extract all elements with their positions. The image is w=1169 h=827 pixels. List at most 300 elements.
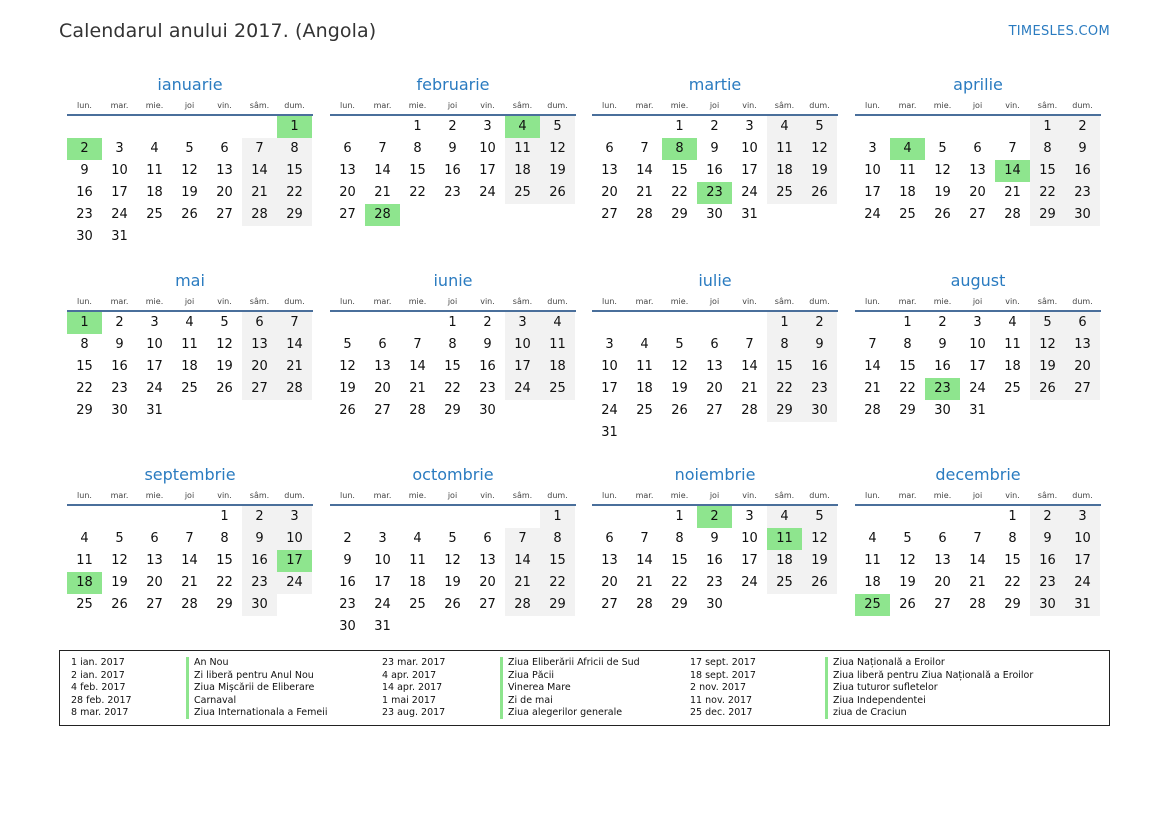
day-cell: 11: [1004, 337, 1021, 352]
empty-day-cell: [435, 616, 470, 638]
day-cell: 24: [741, 575, 758, 590]
week-row: [330, 160, 576, 182]
weekday-label: lun.: [340, 297, 355, 306]
week-row: [592, 528, 838, 550]
empty-day-cell: [1030, 400, 1065, 422]
empty-day-cell: [995, 400, 1030, 422]
day-cell: 1: [1030, 116, 1065, 138]
weekday-label: vin.: [742, 491, 757, 500]
day-cell: 6: [343, 141, 352, 156]
day-cell: 10: [741, 531, 758, 546]
day-cell: 18: [505, 160, 540, 182]
day-cell: 26: [111, 597, 128, 612]
week-row: [592, 506, 838, 528]
day-cell: 6: [378, 337, 387, 352]
day-cell: 5: [540, 116, 575, 138]
day-cell: 24: [111, 207, 128, 222]
day-cell: 11: [899, 163, 916, 178]
day-cell: 19: [181, 185, 198, 200]
legend-date: 4 feb. 2017: [71, 682, 126, 693]
site-link[interactable]: TIMESLES.COM: [1008, 24, 1110, 39]
empty-day-cell: [925, 506, 960, 528]
weekday-label: mie.: [670, 297, 689, 306]
day-cell: 3: [745, 119, 754, 134]
empty-day-cell: [802, 594, 837, 616]
empty-day-cell: [732, 594, 767, 616]
weekday-label: lun.: [865, 297, 880, 306]
month-name: aprilie: [953, 75, 1003, 94]
day-cell: 18: [864, 575, 881, 590]
empty-day-cell: [732, 422, 767, 444]
empty-day-cell: [505, 400, 540, 422]
weekday-label: joi: [184, 491, 195, 500]
week-row: [855, 116, 1101, 138]
day-cell: 12: [671, 359, 688, 374]
day-cell: 22: [409, 185, 426, 200]
weekday-label: mar.: [898, 491, 917, 500]
day-cell: 17: [374, 575, 391, 590]
month-name: ianuarie: [157, 75, 223, 94]
day-cell: 29: [76, 403, 93, 418]
day-cell: 4: [640, 337, 649, 352]
day-cell: 6: [220, 141, 229, 156]
day-cell: 13: [601, 553, 618, 568]
day-cell: 7: [1008, 141, 1017, 156]
day-cell: 13: [146, 553, 163, 568]
empty-day-cell: [242, 226, 277, 248]
weekday-label: mar.: [635, 297, 654, 306]
day-cell: 23: [111, 381, 128, 396]
empty-day-cell: [802, 422, 837, 444]
weekday-label: joi: [972, 101, 983, 110]
week-row: [330, 506, 576, 528]
weekday-label: sâm.: [1037, 491, 1058, 500]
legend-dates-column: [690, 657, 756, 720]
day-cell: 16: [76, 185, 93, 200]
empty-day-cell: [400, 204, 435, 226]
day-cell: 27: [934, 597, 951, 612]
month-name: martie: [688, 75, 742, 94]
empty-day-cell: [435, 204, 470, 226]
day-cell: 28: [505, 594, 540, 616]
day-cell: 3: [483, 119, 492, 134]
day-cell: 8: [767, 334, 802, 356]
day-cell: 17: [479, 163, 496, 178]
day-cell: 4: [80, 531, 89, 546]
month-name: noiembrie: [674, 465, 756, 484]
day-cell: 16: [111, 359, 128, 374]
day-cell: 16: [479, 359, 496, 374]
day-cell: 31: [111, 229, 128, 244]
weekday-label: dum.: [547, 297, 568, 306]
empty-day-cell: [627, 506, 662, 528]
month-februarie: [330, 70, 576, 226]
weekday-header: [855, 96, 1101, 116]
month-decembrie: [855, 460, 1101, 616]
day-cell: 24: [864, 207, 881, 222]
holiday-day-cell: 11: [767, 528, 802, 550]
week-row: [592, 356, 838, 378]
day-cell: 28: [864, 403, 881, 418]
day-cell: 5: [938, 141, 947, 156]
day-cell: 27: [146, 597, 163, 612]
holiday-day-cell: 23: [925, 378, 960, 400]
empty-day-cell: [102, 506, 137, 528]
day-cell: 25: [899, 207, 916, 222]
week-row: [855, 594, 1101, 616]
day-cell: 8: [80, 337, 89, 352]
day-cell: 24: [479, 185, 496, 200]
day-cell: 7: [973, 531, 982, 546]
weekday-label: mie.: [408, 491, 427, 500]
week-row: [330, 182, 576, 204]
day-cell: 23: [1065, 182, 1100, 204]
holiday-day-cell: 1: [67, 312, 102, 334]
day-cell: 20: [601, 185, 618, 200]
day-cell: 26: [802, 572, 837, 594]
empty-day-cell: [365, 506, 400, 528]
day-cell: 5: [220, 315, 229, 330]
day-cell: 22: [767, 378, 802, 400]
week-row: [592, 160, 838, 182]
holiday-day-cell: 14: [995, 160, 1030, 182]
day-cell: 14: [409, 359, 426, 374]
week-row: [330, 378, 576, 400]
day-cell: 1: [540, 506, 575, 528]
legend-dates-column: [382, 657, 445, 720]
day-cell: 27: [216, 207, 233, 222]
day-cell: 30: [111, 403, 128, 418]
month-septembrie: [67, 460, 313, 616]
day-cell: 27: [1065, 378, 1100, 400]
day-cell: 31: [374, 619, 391, 634]
day-cell: 24: [601, 403, 618, 418]
empty-day-cell: [365, 116, 400, 138]
day-cell: 22: [76, 381, 93, 396]
week-row: [592, 116, 838, 138]
day-cell: 27: [339, 207, 356, 222]
day-cell: 7: [185, 531, 194, 546]
empty-day-cell: [470, 204, 505, 226]
empty-day-cell: [172, 506, 207, 528]
day-cell: 19: [934, 185, 951, 200]
week-row: [67, 506, 313, 528]
day-cell: 15: [671, 163, 688, 178]
day-cell: 20: [479, 575, 496, 590]
weekday-label: mie.: [933, 297, 952, 306]
weekday-label: dum.: [547, 491, 568, 500]
holiday-color-marker: [825, 657, 828, 719]
weekday-label: mar.: [373, 297, 392, 306]
day-cell: 11: [409, 553, 426, 568]
week-row: [855, 400, 1101, 422]
day-cell: 14: [636, 163, 653, 178]
day-cell: 7: [745, 337, 754, 352]
page-title: Calendarul anului 2017. (Angola): [59, 20, 377, 42]
day-cell: 27: [242, 378, 277, 400]
day-cell: 4: [767, 506, 802, 528]
day-cell: 20: [339, 185, 356, 200]
day-cell: 14: [242, 160, 277, 182]
day-cell: 4: [540, 312, 575, 334]
day-cell: 7: [277, 312, 312, 334]
week-row: [592, 138, 838, 160]
day-cell: 5: [448, 531, 457, 546]
day-cell: 21: [1004, 185, 1021, 200]
weekday-label: mie.: [933, 101, 952, 110]
week-row: [592, 594, 838, 616]
legend-names-column: [508, 657, 640, 720]
day-cell: 8: [1008, 531, 1017, 546]
day-cell: 27: [479, 597, 496, 612]
weekday-label: sâm.: [249, 491, 270, 500]
day-cell: 13: [969, 163, 986, 178]
day-cell: 14: [741, 359, 758, 374]
week-row: [855, 550, 1101, 572]
day-cell: 2: [710, 119, 719, 134]
weekday-label: dum.: [1072, 101, 1093, 110]
day-cell: 9: [710, 531, 719, 546]
day-cell: 4: [150, 141, 159, 156]
empty-day-cell: [172, 116, 207, 138]
day-cell: 10: [277, 528, 312, 550]
day-cell: 19: [216, 359, 233, 374]
week-row: [67, 528, 313, 550]
legend-date: 23 mar. 2017: [382, 657, 446, 668]
day-cell: 19: [540, 160, 575, 182]
weekday-label: sâm.: [249, 101, 270, 110]
day-cell: 15: [1004, 553, 1021, 568]
day-cell: 10: [479, 141, 496, 156]
week-row: [330, 550, 576, 572]
legend-date: 1 ian. 2017: [71, 657, 125, 668]
day-cell: 19: [111, 575, 128, 590]
day-cell: 4: [767, 116, 802, 138]
weekday-label: vin.: [1005, 297, 1020, 306]
week-row: [592, 378, 838, 400]
empty-day-cell: [890, 506, 925, 528]
weekday-label: joi: [972, 297, 983, 306]
day-cell: 9: [1030, 528, 1065, 550]
day-cell: 21: [741, 381, 758, 396]
month-name: februarie: [416, 75, 490, 94]
day-cell: 16: [1030, 550, 1065, 572]
week-row: [855, 506, 1101, 528]
weekday-label: lun.: [77, 297, 92, 306]
day-cell: 29: [444, 403, 461, 418]
empty-day-cell: [592, 312, 627, 334]
legend-holiday-name: Ziua Mișcării de Eliberare: [194, 682, 315, 693]
day-cell: 6: [605, 531, 614, 546]
weekday-label: sâm.: [1037, 101, 1058, 110]
day-cell: 7: [505, 528, 540, 550]
day-cell: 28: [636, 597, 653, 612]
day-cell: 20: [969, 185, 986, 200]
holiday-day-cell: 1: [277, 116, 312, 138]
legend-holiday-name: Ziua Eliberării Africii de Sud: [508, 657, 640, 668]
week-row: [855, 204, 1101, 226]
day-cell: 26: [339, 403, 356, 418]
day-cell: 25: [505, 182, 540, 204]
day-cell: 5: [115, 531, 124, 546]
legend-date: 2 nov. 2017: [690, 682, 746, 693]
holiday-day-cell: 4: [505, 116, 540, 138]
day-cell: 6: [242, 312, 277, 334]
month-name: iulie: [698, 271, 732, 290]
empty-day-cell: [855, 312, 890, 334]
day-cell: 28: [741, 403, 758, 418]
day-cell: 8: [448, 337, 457, 352]
day-cell: 22: [1004, 575, 1021, 590]
legend-holiday-name: ziua de Craciun: [833, 707, 907, 718]
day-cell: 8: [903, 337, 912, 352]
weekday-label: vin.: [217, 491, 232, 500]
weekday-label: sâm.: [512, 491, 533, 500]
day-cell: 3: [505, 312, 540, 334]
day-cell: 2: [448, 119, 457, 134]
day-cell: 13: [216, 163, 233, 178]
day-cell: 27: [601, 597, 618, 612]
day-cell: 14: [181, 553, 198, 568]
month-name: august: [950, 271, 1006, 290]
day-cell: 15: [540, 550, 575, 572]
day-cell: 24: [277, 572, 312, 594]
week-row: [592, 334, 838, 356]
day-cell: 1: [448, 315, 457, 330]
weekday-header: [592, 96, 838, 116]
holiday-day-cell: 25: [855, 594, 890, 616]
empty-day-cell: [960, 116, 995, 138]
day-cell: 26: [181, 207, 198, 222]
day-cell: 3: [1065, 506, 1100, 528]
weekday-label: sâm.: [774, 101, 795, 110]
day-cell: 31: [601, 425, 618, 440]
day-cell: 14: [969, 553, 986, 568]
weekday-label: vin.: [217, 297, 232, 306]
day-cell: 25: [636, 403, 653, 418]
legend-date: 18 sept. 2017: [690, 669, 756, 681]
month-aprilie: [855, 70, 1101, 226]
empty-day-cell: [400, 616, 435, 638]
day-cell: 22: [444, 381, 461, 396]
weekday-header: [592, 292, 838, 312]
day-cell: 30: [76, 229, 93, 244]
weekday-header: [330, 96, 576, 116]
day-cell: 29: [671, 207, 688, 222]
legend-holiday-name: Ziua Internationala a Femeii: [194, 707, 328, 718]
month-august: [855, 266, 1101, 422]
day-cell: 25: [767, 182, 802, 204]
empty-day-cell: [540, 616, 575, 638]
empty-day-cell: [470, 616, 505, 638]
day-cell: 16: [444, 163, 461, 178]
legend-dates-column: [71, 657, 132, 720]
day-cell: 30: [706, 207, 723, 222]
day-cell: 9: [115, 337, 124, 352]
legend-holiday-name: Ziua alegerilor generale: [508, 707, 623, 718]
day-cell: 15: [899, 359, 916, 374]
day-cell: 26: [671, 403, 688, 418]
holiday-day-cell: 4: [890, 138, 925, 160]
day-cell: 13: [339, 163, 356, 178]
day-cell: 3: [277, 506, 312, 528]
day-cell: 30: [479, 403, 496, 418]
day-cell: 8: [1030, 138, 1065, 160]
day-cell: 20: [216, 185, 233, 200]
day-cell: 20: [146, 575, 163, 590]
weekday-header: [855, 292, 1101, 312]
day-cell: 31: [741, 207, 758, 222]
day-cell: 25: [76, 597, 93, 612]
holiday-day-cell: 18: [67, 572, 102, 594]
day-cell: 25: [1004, 381, 1021, 396]
week-row: [67, 312, 313, 334]
day-cell: 1: [903, 315, 912, 330]
weekday-label: sâm.: [774, 491, 795, 500]
day-cell: 24: [146, 381, 163, 396]
week-row: [330, 572, 576, 594]
weekday-label: dum.: [809, 101, 830, 110]
day-cell: 23: [802, 378, 837, 400]
day-cell: 9: [343, 553, 352, 568]
day-cell: 3: [973, 315, 982, 330]
holiday-color-marker: [500, 657, 503, 719]
empty-day-cell: [277, 594, 312, 616]
weekday-label: mar.: [110, 297, 129, 306]
day-cell: 1: [220, 509, 229, 524]
day-cell: 2: [1030, 506, 1065, 528]
day-cell: 7: [640, 141, 649, 156]
empty-day-cell: [767, 422, 802, 444]
legend-holiday-name: Carnaval: [194, 694, 237, 706]
day-cell: 1: [767, 312, 802, 334]
weekday-header: [592, 486, 838, 506]
day-cell: 28: [409, 403, 426, 418]
month-name: decembrie: [935, 465, 1021, 484]
day-cell: 31: [146, 403, 163, 418]
day-cell: 19: [671, 381, 688, 396]
legend-date: 14 apr. 2017: [382, 682, 443, 693]
day-cell: 29: [1030, 204, 1065, 226]
day-cell: 22: [277, 182, 312, 204]
weekday-label: mie.: [145, 491, 164, 500]
day-cell: 3: [115, 141, 124, 156]
holiday-day-cell: 2: [67, 138, 102, 160]
day-cell: 14: [636, 553, 653, 568]
legend-holiday-name: Vinerea Mare: [508, 682, 571, 693]
legend-date: 25 dec. 2017: [690, 707, 753, 718]
day-cell: 15: [444, 359, 461, 374]
month-mai: [67, 266, 313, 422]
day-cell: 16: [1065, 160, 1100, 182]
empty-day-cell: [242, 400, 277, 422]
empty-day-cell: [960, 506, 995, 528]
weekday-label: vin.: [480, 297, 495, 306]
day-cell: 22: [899, 381, 916, 396]
week-row: [855, 334, 1101, 356]
weekday-header: [855, 486, 1101, 506]
day-cell: 23: [479, 381, 496, 396]
weekday-label: joi: [184, 297, 195, 306]
weekday-label: vin.: [480, 101, 495, 110]
day-cell: 17: [146, 359, 163, 374]
weekday-label: mie.: [408, 101, 427, 110]
day-cell: 12: [899, 553, 916, 568]
day-cell: 26: [1030, 378, 1065, 400]
day-cell: 3: [868, 141, 877, 156]
day-cell: 7: [378, 141, 387, 156]
day-cell: 30: [802, 400, 837, 422]
